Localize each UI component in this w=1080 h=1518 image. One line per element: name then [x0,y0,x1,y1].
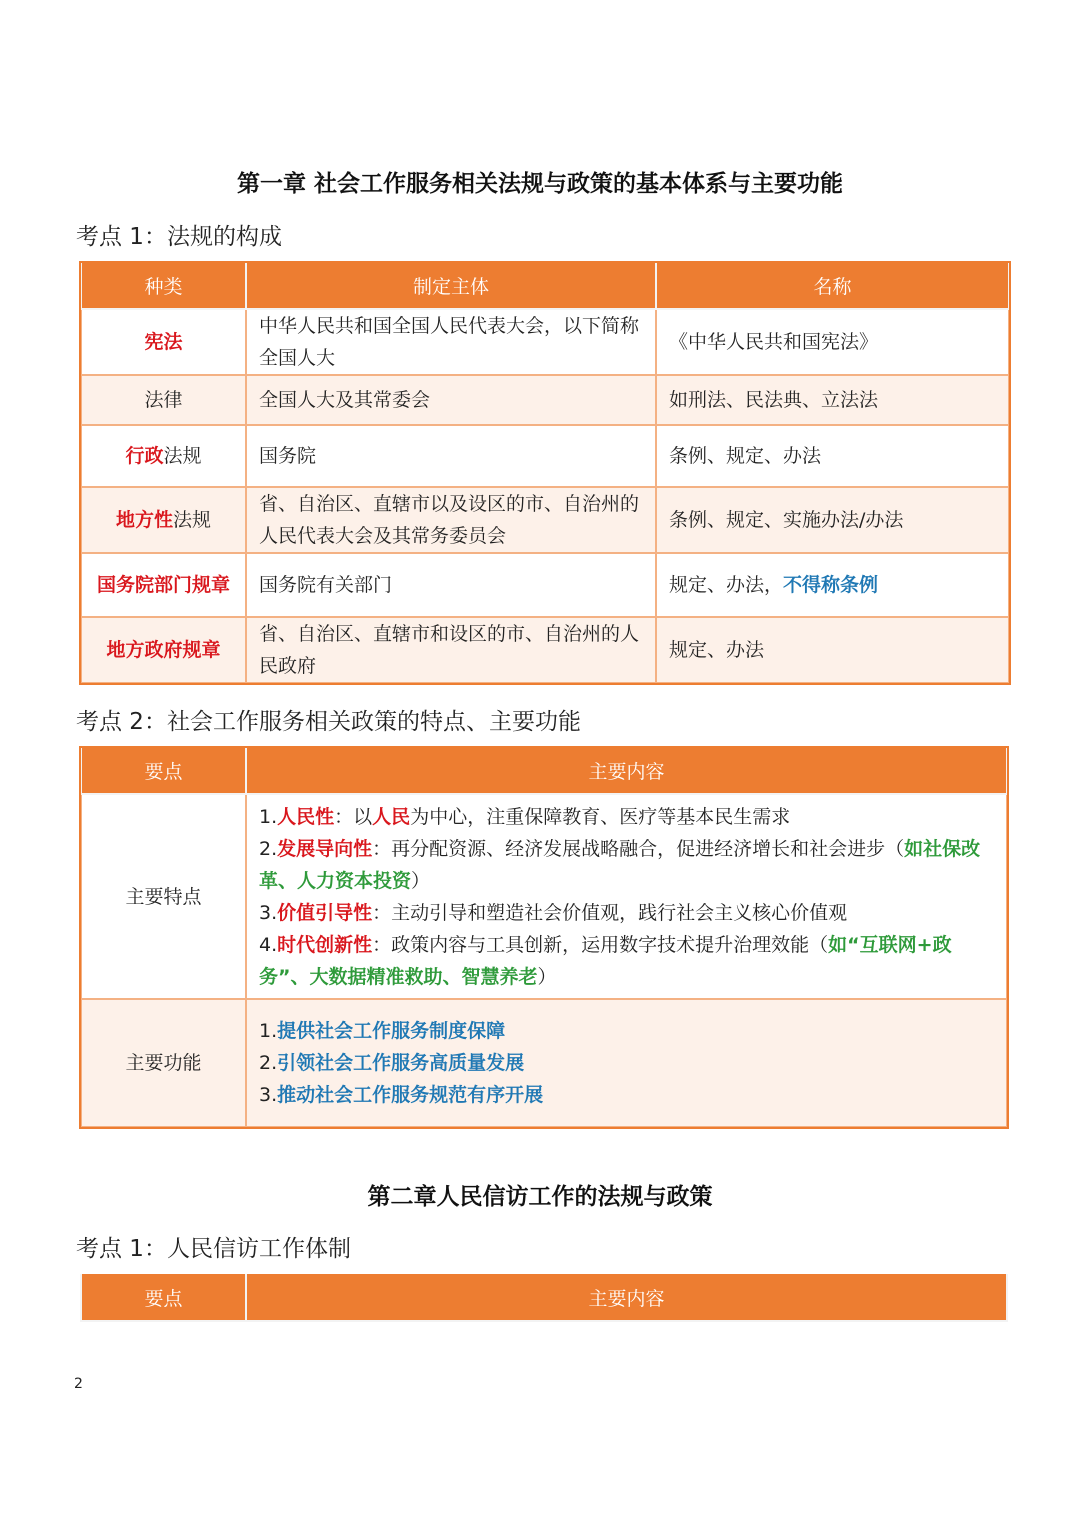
table-header-row [81,747,1007,794]
header-content: 主要内容 [246,1274,1007,1321]
petition-system-table [80,1274,1008,1322]
kind-cell: 地方性法规 [81,487,246,553]
features-label: 主要特点 [81,794,246,999]
kind-cell: 法律 [81,375,246,425]
function-item: 1.提供社会工作服务制度保障 [259,1020,506,1042]
subject-cell: 全国人大及其常委会 [246,375,656,425]
table-row [81,375,1009,425]
function-item: 3.推动社会工作服务规范有序开展 [259,1084,544,1106]
kind-cell: 国务院部门规章 [81,553,246,617]
subject-cell: 省、自治区、直辖市以及设区的市、自治州的人民代表大会及其常务委员会 [246,487,656,553]
name-cell: 规定、办法 [656,617,1009,683]
kind-cell: 地方政府规章 [81,617,246,683]
feature-item: 2.发展导向性：再分配资源、经济发展战略融合，促进经济增长和社会进步（如社保改革、人力资本投资） [259,837,981,892]
header-point: 要点 [81,1274,246,1321]
header-name: 名称 [656,262,1009,309]
table-header-row [81,1274,1007,1321]
features-content [246,794,1007,999]
chapter2-kaodian1-heading: 考点 1：人民信访工作体制 [76,1236,351,1262]
name-cell: 条例、规定、实施办法/办法 [656,487,1009,553]
functions-label: 主要功能 [81,999,246,1127]
kind-cell: 宪法 [81,309,246,375]
policy-features-table [80,747,1008,1128]
subject-cell: 国务院 [246,425,656,487]
name-cell: 条例、规定、办法 [656,425,1009,487]
table-row [81,309,1009,375]
chapter1-title: 第一章 社会工作服务相关法规与政策的基本体系与主要功能 [236,171,843,197]
table-row [81,487,1009,553]
chapter2-title: 第二章人民信访工作的法规与政策 [367,1184,713,1210]
header-kind: 种类 [81,262,246,309]
page-number: 2 [74,1376,83,1392]
feature-item: 4.时代创新性：政策内容与工具创新，运用数字技术提升治理效能（如“互联网+政务”、大数据精准救助、智慧养老） [259,933,952,988]
function-item: 2.引领社会工作服务高质量发展 [259,1052,525,1074]
table-row [81,553,1009,617]
subject-cell: 省、自治区、直辖市和设区的市、自治州的人民政府 [246,617,656,683]
subject-cell: 中华人民共和国全国人民代表大会，以下简称全国人大 [246,309,656,375]
header-subject: 制定主体 [246,262,656,309]
table-row [81,425,1009,487]
chapter1-kaodian2-heading: 考点 2：社会工作服务相关政策的特点、主要功能 [76,709,581,735]
feature-item: 1.人民性：以人民为中心，注重保障教育、医疗等基本民生需求 [259,805,791,828]
table-row [81,999,1007,1127]
name-cell: 如刑法、民法典、立法法 [656,375,1009,425]
name-cell: 《中华人民共和国宪法》 [656,309,1009,375]
feature-item: 3.价值引导性：主动引导和塑造社会价值观，践行社会主义核心价值观 [259,901,848,924]
chapter1-kaodian1-heading: 考点 1：法规的构成 [76,224,282,250]
name-cell: 规定、办法，不得称条例 [656,553,1009,617]
regulation-composition-table [80,262,1010,684]
header-point: 要点 [81,747,246,794]
header-content: 主要内容 [246,747,1007,794]
table-header-row [81,262,1009,309]
table-row [81,794,1007,999]
kind-cell: 行政法规 [81,425,246,487]
subject-cell: 国务院有关部门 [246,553,656,617]
functions-content [246,999,1007,1127]
table-row [81,617,1009,683]
